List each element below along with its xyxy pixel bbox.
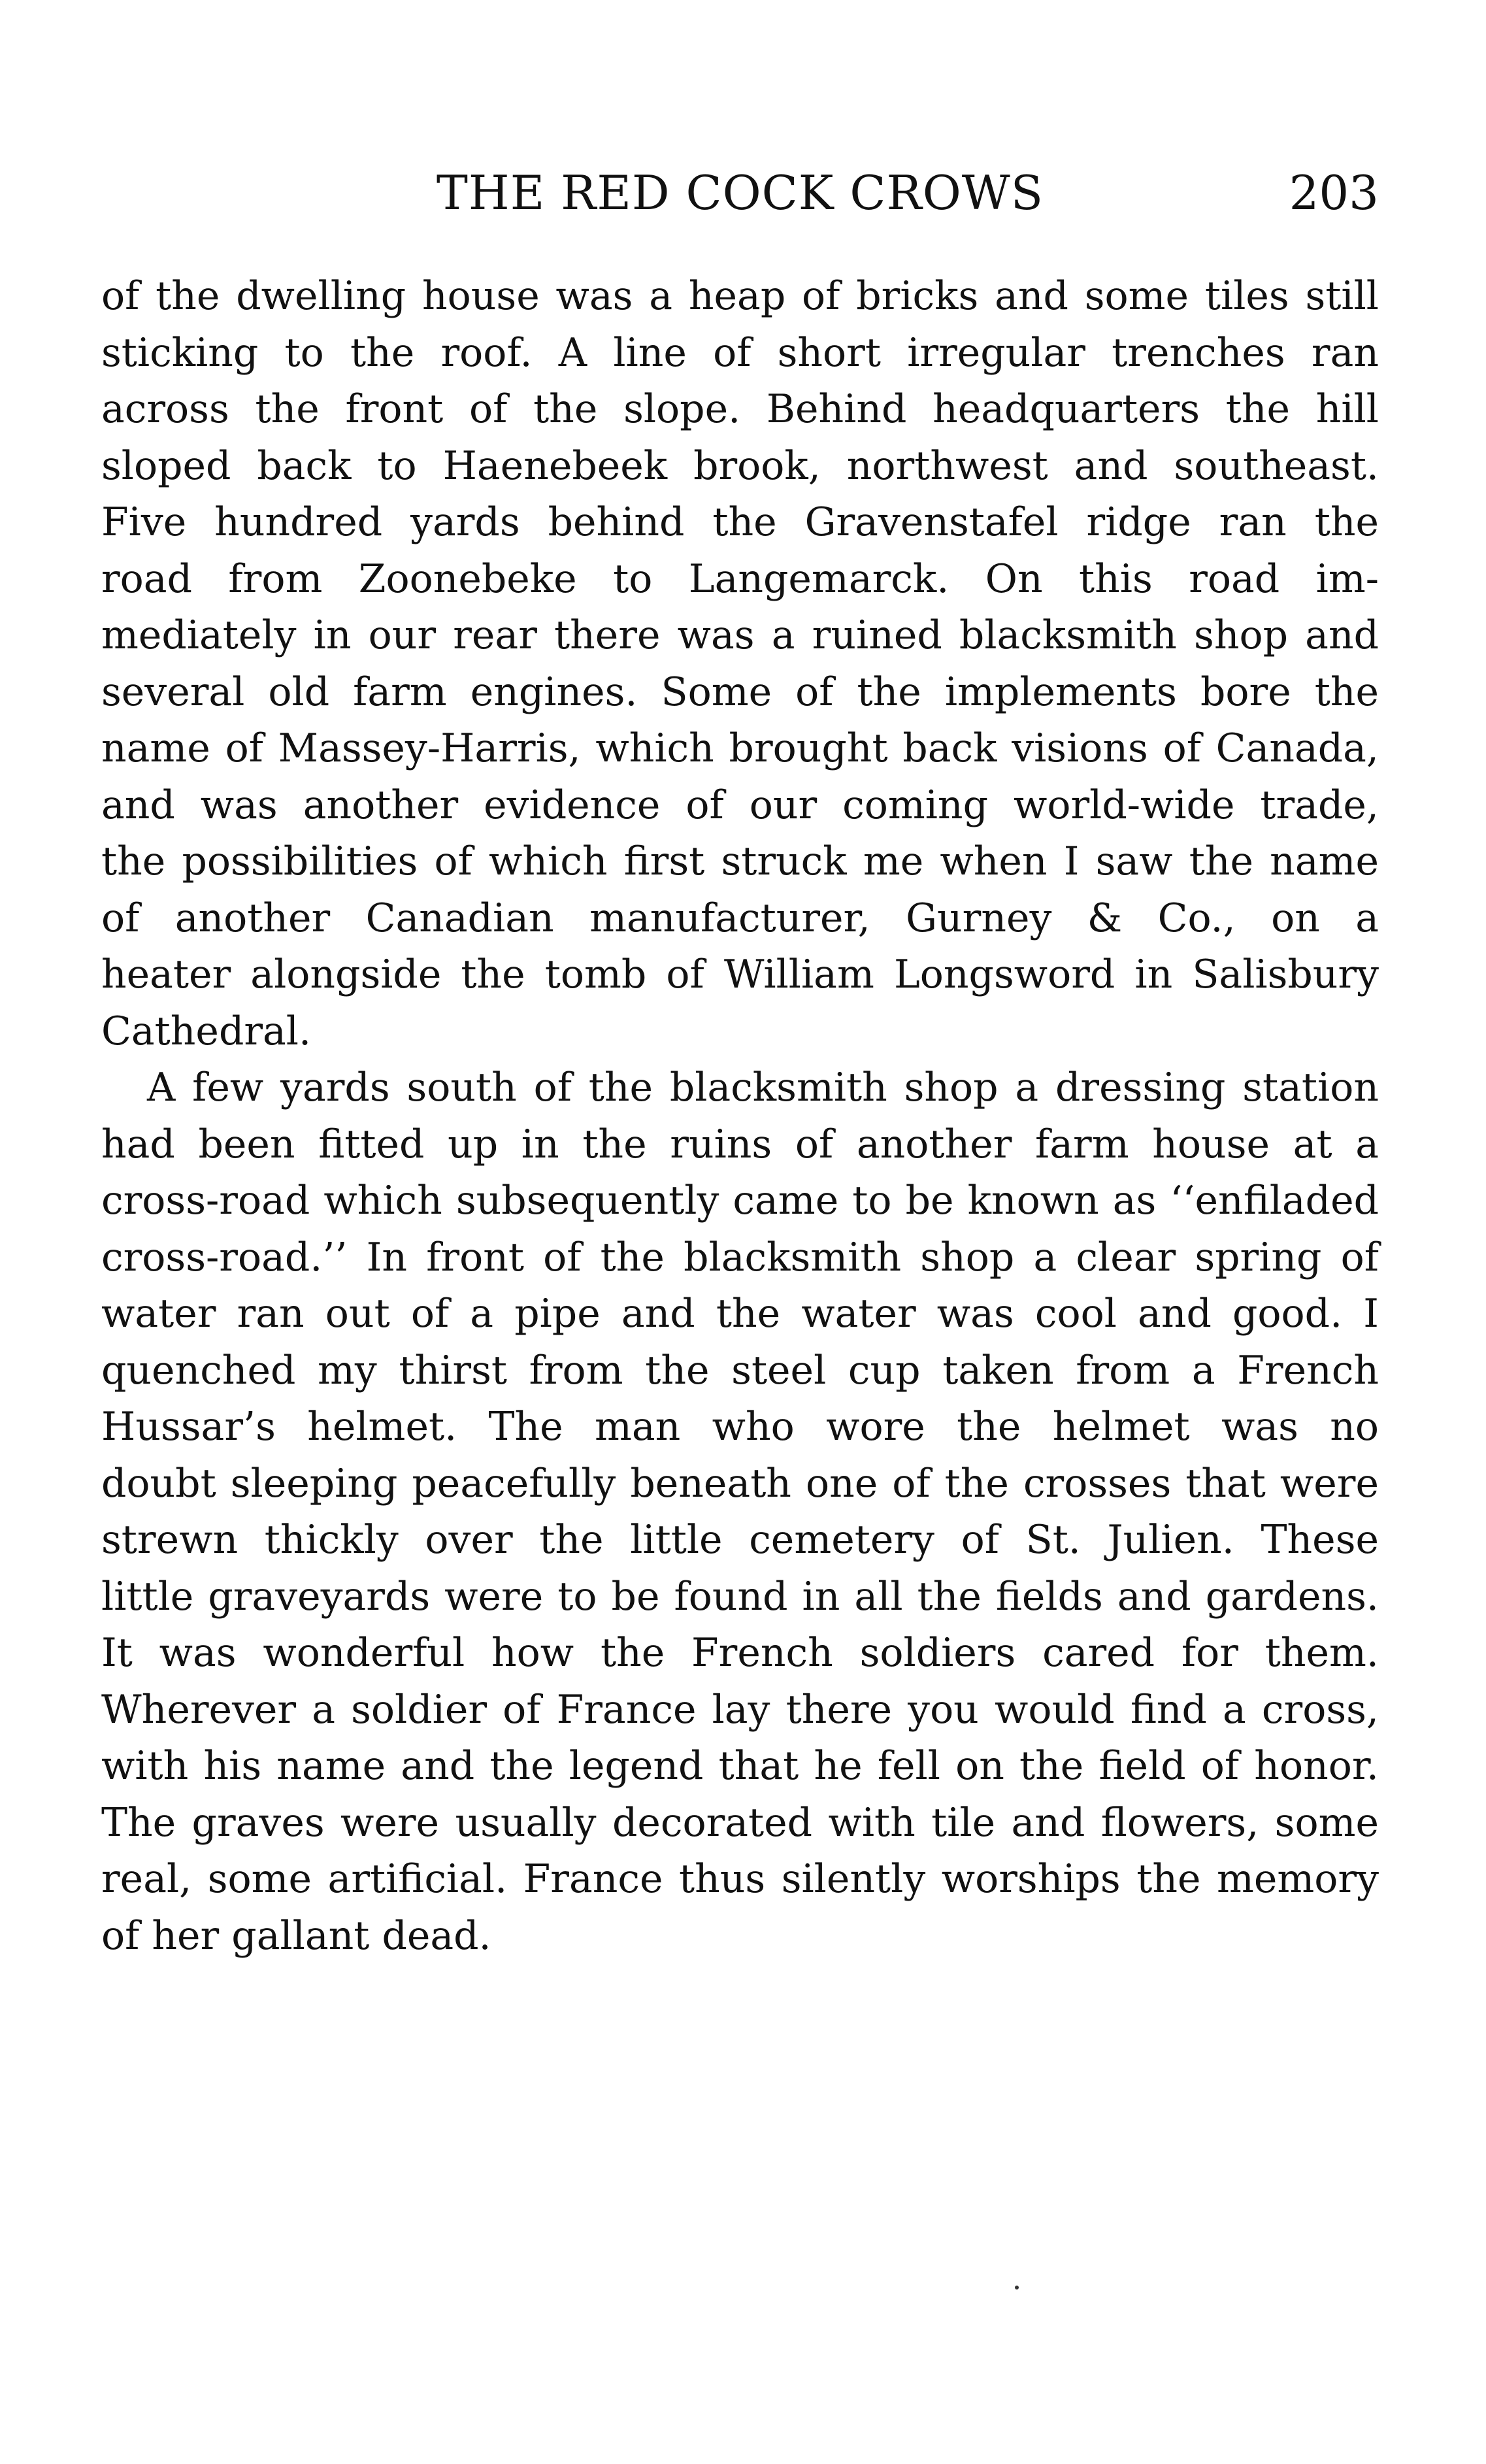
text-line: It was wonderful how the French soldiers cared for them. bbox=[101, 1630, 1379, 1676]
running-head bbox=[101, 167, 1379, 219]
text-line: across the front of the slope. Behind headquarters the hill bbox=[101, 386, 1379, 432]
text-line: water ran out of a pipe and the water was cool and good. I bbox=[101, 1291, 1379, 1337]
text-line: sticking to the roof. A line of short irregular trenches ran bbox=[101, 329, 1379, 376]
text-line: of her gallant dead. bbox=[101, 1912, 491, 1959]
text-line: heater alongside the tomb of William Longsword in Salisbury bbox=[101, 952, 1379, 997]
text-line: doubt sleeping peacefully beneath one of the crosses that were bbox=[101, 1460, 1379, 1507]
text-line: quenched my thirst from the steel cup taken from a French bbox=[101, 1347, 1379, 1393]
text-line: Wherever a soldier of France lay there you would find a cross, bbox=[101, 1686, 1379, 1733]
text-line: the possibilities of which first struck me when I saw the name bbox=[101, 839, 1379, 884]
text-line: and was another evidence of our coming world-wide trade, bbox=[101, 782, 1379, 828]
text-line: Five hundred yards behind the Gravenstafel ridge ran the bbox=[101, 499, 1379, 545]
text-line: mediately in our rear there was a ruined blacksmith shop and bbox=[101, 612, 1379, 658]
text-line: had been fitted up in the ruins of another farm house at a bbox=[101, 1121, 1379, 1167]
text-line: road from Zoonebeke to Langemarck. On this road im- bbox=[101, 556, 1379, 602]
page-number: 203 bbox=[1289, 165, 1379, 220]
paragraph-2 bbox=[101, 1059, 1379, 1964]
text-line: Hussar’s helmet. The man who wore the helmet was no bbox=[101, 1404, 1379, 1450]
text-line: sloped back to Haenebeek brook, northwest and southeast. bbox=[101, 442, 1379, 489]
text-line: A few yards south of the blacksmith shop a dressing station bbox=[147, 1065, 1379, 1110]
text-line: The graves were usually decorated with tile and flowers, some bbox=[101, 1799, 1379, 1846]
text-line: Cathedral. bbox=[101, 1008, 312, 1054]
print-speck bbox=[1015, 2286, 1019, 2289]
running-title: THE RED COCK CROWS bbox=[436, 165, 1044, 220]
text-line: of the dwelling house was a heap of bricks and some tiles still bbox=[101, 273, 1379, 319]
paragraph-1 bbox=[101, 268, 1379, 1059]
text-line: little graveyards were to be found in all the fields and gardens. bbox=[101, 1573, 1379, 1620]
text-line: cross-road which subsequently came to be known as ‘‘enfiladed bbox=[101, 1178, 1379, 1224]
text-line: cross-road.’’ In front of the blacksmith shop a clear spring of bbox=[101, 1234, 1379, 1280]
text-line: name of Massey-Harris, which brought back visions of Canada, bbox=[101, 725, 1379, 771]
text-line: several old farm engines. Some of the implements bore the bbox=[101, 669, 1379, 715]
text-line: with his name and the legend that he fell on the field of honor. bbox=[101, 1743, 1379, 1789]
text-line: real, some artificial. France thus silently worships the memory bbox=[101, 1856, 1379, 1902]
text-line: strewn thickly over the little cemetery of St. Julien. These bbox=[101, 1517, 1379, 1563]
text-line: of another Canadian manufacturer, Gurney & Co., on a bbox=[101, 895, 1379, 941]
body-text bbox=[101, 268, 1379, 1964]
